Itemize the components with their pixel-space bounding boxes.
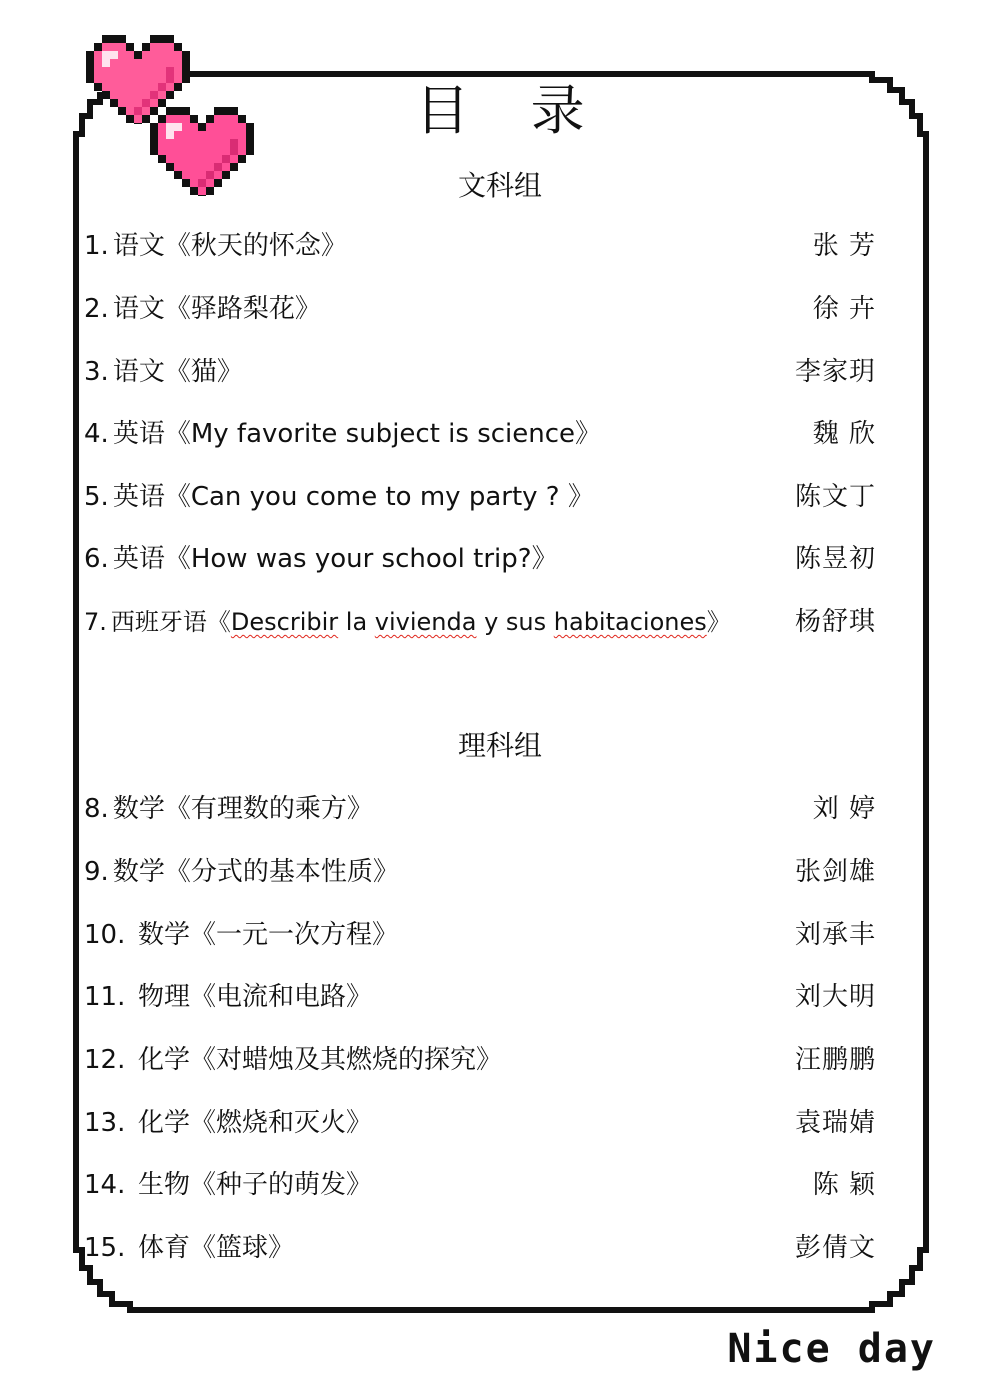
item-subject: 语文: [112, 231, 165, 261]
item-title: 《驿路梨花》: [164, 294, 321, 324]
item-number: 9.: [84, 857, 109, 887]
nice-day-brand: Nice day: [727, 1326, 936, 1372]
item-subject: 数学: [112, 794, 165, 824]
spellcheck-word: vivienda: [374, 608, 477, 636]
item-author: 彭倩文: [794, 1233, 876, 1263]
item-title: 《Can you come to my party ? 》: [164, 482, 594, 512]
toc-item: [84, 226, 876, 266]
item-title: 《一元一次方程》: [190, 920, 399, 950]
item-title: 《猫》: [164, 357, 243, 387]
spellcheck-word: habitaciones: [553, 608, 707, 636]
item-number: 14.: [84, 1170, 126, 1200]
item-subject: 物理: [138, 982, 191, 1012]
toc-item: [84, 1103, 876, 1143]
toc-item: [84, 789, 876, 829]
item-number: 12.: [84, 1045, 126, 1075]
toc-item: [84, 1040, 876, 1080]
section-heading-science: 理科组: [457, 729, 542, 762]
item-author: 刘 婷: [812, 794, 876, 824]
section-heading-humanities: 文科组: [457, 169, 542, 202]
item-title: 《电流和电路》: [190, 982, 373, 1012]
item-author: 陈昱初: [794, 544, 876, 574]
item-subject: 数学: [138, 920, 191, 950]
toc-item: [84, 414, 876, 454]
title-part: la: [338, 608, 375, 636]
item-author: 张 芳: [812, 231, 876, 261]
item-number: 11.: [84, 982, 126, 1012]
item-author: 刘大明: [794, 982, 876, 1012]
spellcheck-word: Describir: [230, 608, 339, 636]
item-number: 7.: [84, 608, 107, 636]
item-author: 汪鹏鹏: [794, 1045, 876, 1075]
item-subject: 生物: [138, 1170, 191, 1200]
toc-item: [84, 477, 876, 517]
item-subject: 化学: [138, 1108, 191, 1138]
item-subject: 化学: [138, 1045, 191, 1075]
item-author: 杨舒琪: [794, 607, 876, 637]
item-title: 《燃烧和灭火》: [190, 1108, 373, 1138]
item-number: 4.: [84, 419, 109, 449]
item-title: 《How was your school trip?》: [164, 544, 558, 574]
item-title: 《秋天的怀念》: [164, 231, 347, 261]
item-author: 魏 欣: [812, 419, 876, 449]
toc-item: [84, 539, 876, 579]
item-number: 6.: [84, 544, 109, 574]
item-subject: 体育: [138, 1233, 191, 1263]
item-number: 1.: [84, 231, 109, 261]
item-number: 13.: [84, 1108, 126, 1138]
item-subject: 英语: [112, 482, 165, 512]
page-title: 目 录: [415, 79, 607, 142]
item-title: 《My favorite subject is science》: [164, 419, 602, 449]
item-title: 《篮球》: [190, 1233, 295, 1263]
item-author: 陈文丁: [794, 482, 876, 512]
item-subject: 语文: [112, 294, 165, 324]
item-author: 袁瑞婧: [794, 1108, 876, 1138]
item-title: 《有理数的乘方》: [164, 794, 373, 824]
item-title: 《对蜡烛及其燃烧的探究》: [190, 1045, 503, 1075]
item-author: 刘承丰: [794, 920, 876, 950]
toc-item: [84, 352, 876, 392]
item-author: 张剑雄: [794, 857, 876, 887]
toc-item: [84, 977, 876, 1017]
item-number: 10.: [84, 920, 126, 950]
item-number: 3.: [84, 357, 109, 387]
title-part: 》: [706, 608, 731, 636]
item-subject: 数学: [112, 857, 165, 887]
item-number: 2.: [84, 294, 109, 324]
item-subject: 西班牙语: [110, 608, 207, 636]
item-title: 《分式的基本性质》: [164, 857, 399, 887]
toc-item: [84, 602, 876, 642]
item-title: 《种子的萌发》: [190, 1170, 373, 1200]
toc-item: [84, 1165, 876, 1205]
title-part: y sus: [476, 608, 554, 636]
item-number: 8.: [84, 794, 109, 824]
item-subject: 英语: [112, 419, 165, 449]
item-title: [207, 608, 731, 636]
item-number: 15.: [84, 1233, 126, 1263]
toc-item: [84, 289, 876, 329]
item-number: 5.: [84, 482, 109, 512]
item-author: 徐 卉: [812, 294, 876, 324]
toc-item: [84, 852, 876, 892]
toc-item: [84, 915, 876, 955]
item-author: 陈 颖: [812, 1170, 876, 1200]
title-part: 《: [206, 608, 231, 636]
item-author: 李家玥: [794, 357, 876, 387]
item-subject: 英语: [112, 544, 165, 574]
item-subject: 语文: [112, 357, 165, 387]
toc-item: [84, 1228, 876, 1268]
